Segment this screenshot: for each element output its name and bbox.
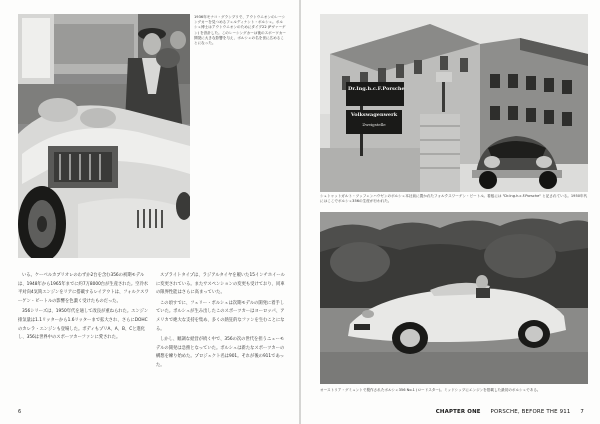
factory-sign-line-1: Dr.Ing.h.c.F.Porsche: [348, 86, 405, 92]
porsche-factory-beetle-photo: [320, 14, 588, 192]
body-paragraph: いる。ケーベルカブリオレのわずか2台を含む356の初期モデルは、1948年から1965年までに約7万8000台が生産された。空冷水平対向4気筒エンジンをリアに搭載するレイアウトは、フォルクスワーゲン・ビートルの影響を色濃く受けたものだった。: [18, 273, 149, 304]
body-paragraph: この頃すでに、フェリー・ポルシェは次期モデルの開発に着手していた。ポルシェが生み出したこのスポーツカーはヨーロッパ、アメリカで絶大な支持を集め、多くの熱狂的なファンを生むことになる。: [156, 300, 285, 332]
body-paragraph: しかし、順調な経営が続く中で、356の次の世代を担うニューモデルの開発は急務となっていた。ポルシェは新たなスポーツカーの構想を練り始めた。プロジェクト名は901。それが後の911であった。: [156, 337, 285, 368]
chapter-title: PORSCHE, BEFORE THE 911: [490, 409, 571, 415]
top-photo-caption: シュトゥットガルト・ツッフェンハウゼンのポルシェ本社前に置かれたフォルクスワーゲン・ビートル。看板には "Dr.Ing.h.c.F.Porsche" と記されている。1950年代にはここでポルシェ356の生産が行われた。: [320, 194, 588, 204]
body-column-1: [18, 272, 150, 345]
left-page: [0, 0, 299, 424]
chapter-label: CHAPTER ONE: [435, 409, 481, 415]
left-photo-caption: 1936年モナコ・グランプリで、アウトウニオンのレーシングカーを見つめるフェルディナント・ポルシェ。ポルシェ博士はアウトウニオンのためにタイプ22 (Pヴァーゲン) を設計した。このレーシングカーは後のスポーツカー開発に大きな影響を与え、ポルシェの名を世に広めることになった。: [194, 15, 287, 46]
factory-sign-line-2: Volkswagenwerk: [350, 112, 398, 118]
body-paragraph: 356シリーズは、1950年代を通して改良が重ねられた。エンジン排気量は1.1リッターから1.6リッターまで拡大され、さらにDOHCのカレラ・エンジンも登場した。ボディもプリA、A、B、Cと進化し、356は世界中のスポーツカーファンに愛された。: [18, 309, 149, 341]
factory-sign-line-3: Zweigstelle: [362, 122, 386, 127]
left-page-number: 6: [18, 409, 22, 415]
porsche-356-no1-roadster-photo: [320, 212, 588, 384]
running-foot: [436, 409, 584, 415]
left-body-text: [18, 272, 288, 382]
auto-union-racing-car-photo: [18, 14, 190, 258]
body-column-2: [156, 272, 288, 373]
right-page-number: 7: [580, 409, 584, 415]
right-page: [301, 0, 600, 424]
bottom-photo-caption: オーストリア・グミュントで製作されたポルシェ356 No.1 (ロードスター)。ミッドシップにエンジンを搭載した最初のポルシェである。: [320, 388, 541, 392]
body-paragraph: スプライトタイプは、ラジアルタイヤを履いた15インチホイールに変更されている。またサスペンションの変更も受けており、同車の限界性能はさらに高まっていた。: [156, 273, 285, 296]
